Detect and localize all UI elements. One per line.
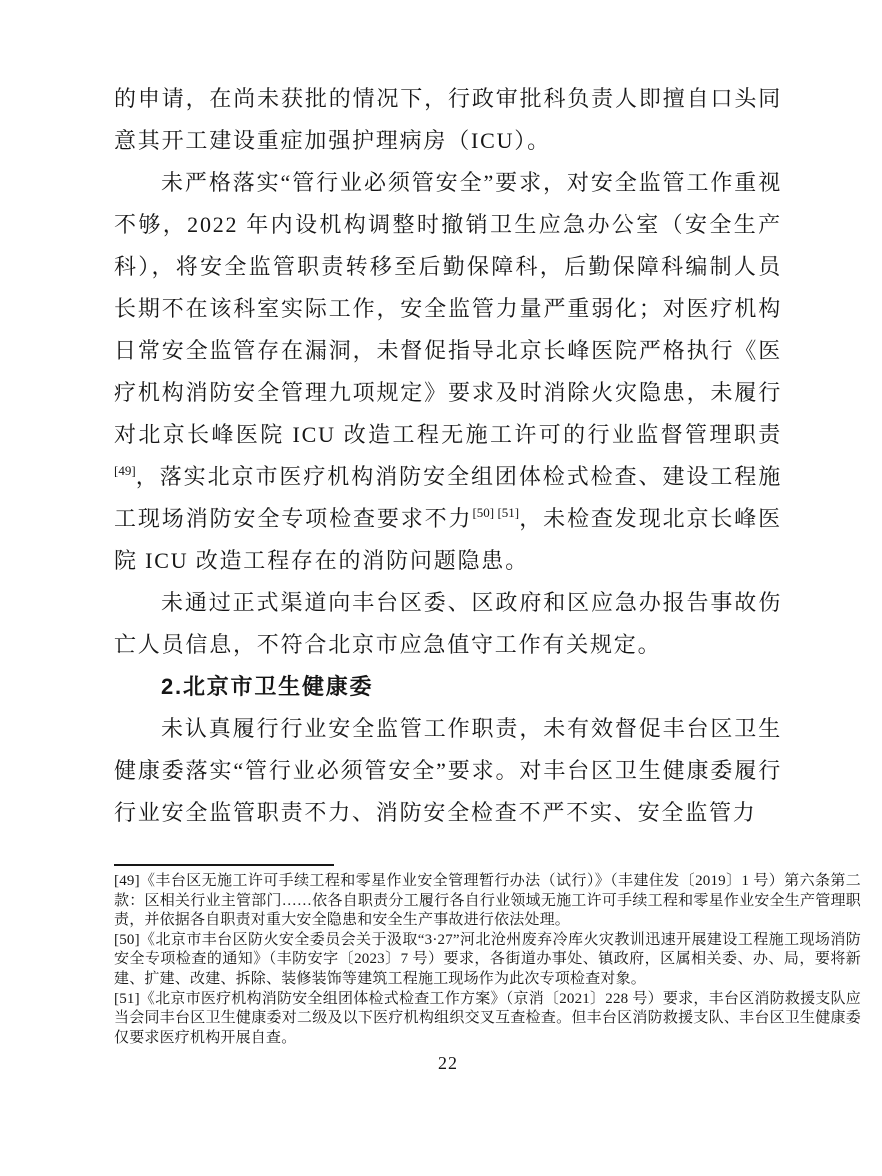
paragraph-safety-supervision-text-2: ，落实北京市医疗机构消防安全组团体检式检查、建设工程施工现场消防安全专项检查要求不力 xyxy=(114,464,782,531)
paragraph-safety-supervision xyxy=(114,162,782,582)
page-footer xyxy=(114,1053,782,1074)
paragraph-beijing-health-commission: 未认真履行行业安全监管工作职责，未有效督促丰台区卫生健康委落实“管行业必须管安全”要求。对丰台区卫生健康委履行行业安全监管职责不力、消防安全检查不严不实、安全监管力 xyxy=(114,716,782,825)
paragraph-icu-approval: 的申请，在尚未获批的情况下，行政审批科负责人即擅自口头同意其开工建设重症加强护理病房（ICU）。 xyxy=(114,86,782,153)
footnote-ref-49: [49] xyxy=(114,463,136,478)
footnote-51-label: [51] xyxy=(114,990,140,1007)
report-body xyxy=(114,78,782,835)
paragraph-safety-supervision-text-1: 未严格落实“管行业必须管安全”要求，对安全监管工作重视不够，2022 年内设机构调整时撤销卫生应急办公室（安全生产科），将安全监管职责转移至后勤保障科，后勤保障科编制人员长期不在该科室实际工作，安全监管力量严重弱化；对医疗机构日常安全监管存在漏洞，未督促指导北京长峰医院严格执行《医疗机构消防安全管理九项规定》要求及时消除火灾隐患，未履行对北京长峰医院 ICU 改造工程无施工许可的行业监督管理职责 xyxy=(114,170,782,447)
paragraph-accident-reporting: 未通过正式渠道向丰台区委、区政府和区应急办报告事故伤亡人员信息，不符合北京市应急值守工作有关规定。 xyxy=(114,590,782,657)
footnote-49 xyxy=(114,872,861,931)
footnote-50-label: [50] xyxy=(114,931,140,948)
footnote-50-text: 《北京市丰台区防火安全委员会关于汲取“3·27”河北沧州废弃冷库火灾教训迅速开展建设工程施工现场消防安全专项检查的通知》（丰防安字〔2023〕7 号）要求，各街道办事处、镇政府，区属相关委、办、局，要将新建、扩建、改建、拆除、装修装饰等建筑工程施工现场作为此次专项检查对象。 xyxy=(114,931,861,987)
footnote-separator xyxy=(114,864,334,866)
footnote-51 xyxy=(114,990,861,1049)
footnote-ref-50-51: [50] [51] xyxy=(472,505,520,520)
page-number: 22 xyxy=(438,1053,458,1074)
footnote-50 xyxy=(114,931,861,990)
footnotes-section xyxy=(114,872,861,1048)
footnote-49-text: 《丰台区无施工许可手续工程和零星作业安全管理暂行办法（试行）》（丰建住发〔2019〕1 号）第六条第二款：区相关行业主管部门……依各自职责分工履行各自行业领域无施工许可手续工程和零星作业安全生产管理职责，并依据各自职责对重大安全隐患和安全生产事故进行依法处理。 xyxy=(114,873,861,929)
section-heading-beijing-health-commission: 2.北京市卫生健康委 xyxy=(161,674,374,699)
footnote-51-text: 《北京市医疗机构消防安全组团体检式检查工作方案》（京消〔2021〕228 号）要求，丰台区消防救援支队应当会同丰台区卫生健康委对二级及以下医疗机构组织交叉互查检查。但丰台区消防救援支队、丰台区卫生健康委仅要求医疗机构开展自查。 xyxy=(114,990,861,1046)
paragraph-safety-supervision-text-3: ，未检查发现北京长峰医院 ICU 改造工程存在的消防问题隐患。 xyxy=(114,506,782,573)
footnote-49-label: [49] xyxy=(114,873,140,889)
